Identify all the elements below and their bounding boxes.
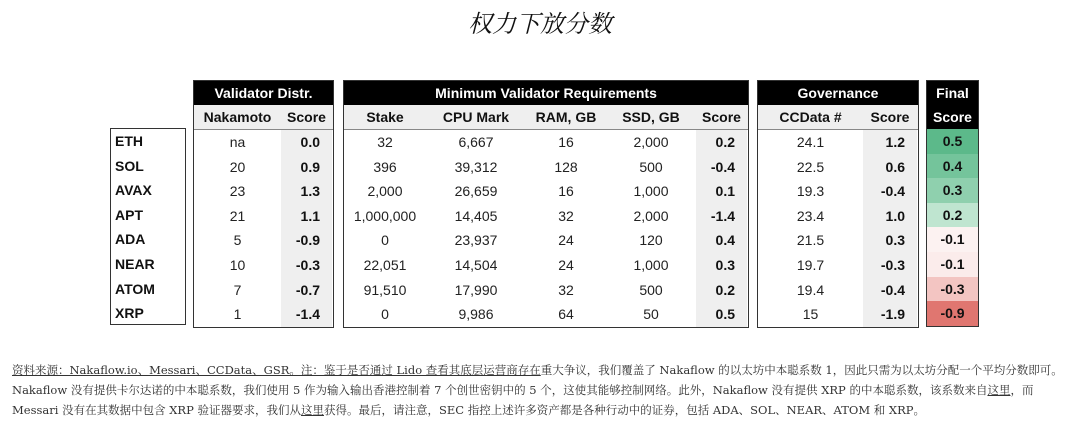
final-score-cell: -0.9: [927, 301, 978, 326]
table-row: [758, 302, 918, 327]
score-cell: -0.4: [696, 155, 747, 180]
value-cell: 2,000: [367, 183, 403, 200]
table-row: [758, 228, 918, 253]
value-cell: 64: [558, 306, 574, 323]
governance-table: [757, 80, 919, 328]
score-cell: 0.4: [696, 228, 747, 253]
table-row: [758, 278, 918, 303]
ticker-column: [110, 128, 186, 325]
score-cell: -0.3: [281, 253, 332, 278]
value-cell: 26,659: [454, 183, 498, 200]
table-row: [344, 302, 748, 327]
value-cell: 91,510: [363, 281, 407, 298]
table-row: [758, 204, 918, 229]
score-cell: -0.3: [863, 253, 917, 278]
column-header: Score: [863, 105, 917, 129]
value-cell: 23.4: [796, 207, 825, 224]
value-cell: 1,000: [633, 183, 669, 200]
value-cell: 17,990: [454, 281, 498, 298]
table-row: [344, 253, 748, 278]
column-header: Score: [696, 105, 747, 129]
table-row: [194, 179, 333, 204]
validator-distr-header: Validator Distr.: [194, 81, 333, 105]
value-cell: 10: [229, 256, 246, 273]
ticker-label: SOL: [115, 157, 144, 174]
final-score-cell: 0.3: [927, 178, 978, 203]
column-header: RAM, GB: [535, 109, 597, 125]
value-cell: 396: [373, 158, 397, 175]
value-cell: 500: [639, 281, 663, 298]
footnote-link-1[interactable]: 这里: [987, 383, 1011, 397]
value-cell: 120: [639, 232, 663, 249]
value-cell: na: [229, 134, 246, 150]
footnote: [12, 360, 1067, 420]
footnote-text: 获得。最后，请注意，SEC 指控上述许多资产都是各种行动中的证券，包括 ADA、SOL、NEAR、ATOM 和 XRP。: [323, 403, 925, 417]
governance-header: Governance: [758, 81, 918, 105]
score-cell: 0.2: [696, 278, 747, 303]
value-cell: 14,504: [454, 256, 498, 273]
score-cell: -1.9: [863, 302, 917, 327]
score-cell: 1.1: [281, 204, 332, 229]
min-requirements-table: [343, 80, 749, 328]
score-cell: -0.7: [281, 278, 332, 303]
value-cell: 23: [229, 183, 246, 200]
value-cell: 32: [558, 281, 574, 298]
value-cell: 2,000: [633, 134, 669, 150]
table-row: [194, 204, 333, 229]
score-cell: -1.4: [281, 302, 332, 327]
ticker-label: AVAX: [115, 182, 152, 199]
table-row: [194, 278, 333, 303]
ticker-label: NEAR: [115, 255, 155, 272]
ticker-label: ATOM: [115, 280, 155, 297]
value-cell: 21: [229, 207, 246, 224]
table-row: [758, 253, 918, 278]
value-cell: 21.5: [796, 232, 825, 249]
value-cell: 16: [558, 183, 574, 200]
table-row: [194, 228, 333, 253]
final-score-cell: -0.1: [927, 227, 978, 252]
score-cell: 1.2: [863, 130, 917, 155]
final-score-cell: 0.5: [927, 129, 978, 154]
table-row: [344, 278, 748, 303]
value-cell: 19.4: [796, 281, 825, 298]
value-cell: 24.1: [796, 134, 825, 150]
value-cell: 32: [377, 134, 393, 150]
table-row: [344, 179, 748, 204]
score-cell: 0.3: [696, 253, 747, 278]
ticker-label: ADA: [115, 231, 146, 248]
column-header: Nakamoto: [203, 109, 272, 125]
column-header: CPU Mark: [442, 109, 510, 125]
value-cell: 7: [233, 281, 242, 298]
value-cell: 128: [554, 158, 578, 175]
table-row: [344, 204, 748, 229]
score-cell: 0.5: [696, 302, 747, 327]
value-cell: 22.5: [796, 158, 825, 175]
value-cell: 14,405: [454, 207, 498, 224]
score-cell: 0.2: [696, 130, 747, 155]
score-cell: -1.4: [696, 204, 747, 229]
score-cell: 0.1: [696, 179, 747, 204]
score-cell: -0.4: [863, 278, 917, 303]
value-cell: 500: [639, 158, 663, 175]
value-cell: 1: [233, 306, 242, 323]
value-cell: 15: [802, 306, 819, 323]
footnote-text: ，而 Messari 没有在其数据中包含 XRP 验证器要求，我们从: [12, 383, 1034, 417]
final-score-table: [926, 80, 979, 327]
final-score-cell: -0.1: [927, 252, 978, 277]
value-cell: 0: [381, 232, 389, 249]
value-cell: 32: [558, 207, 574, 224]
value-cell: 22,051: [363, 256, 407, 273]
ticker-label: XRP: [115, 305, 144, 322]
page-title: 权力下放分数: [468, 10, 612, 38]
value-cell: 50: [643, 306, 659, 323]
column-header: SSD, GB: [622, 109, 680, 125]
column-header: Score: [281, 105, 332, 129]
value-cell: 1,000,000: [353, 207, 417, 224]
score-cell: 0.6: [863, 155, 917, 180]
value-cell: 0: [381, 306, 389, 323]
value-cell: 24: [558, 232, 574, 249]
value-cell: 19.7: [796, 256, 825, 273]
column-header: Stake: [366, 109, 404, 125]
footnote-link-2[interactable]: 这里: [300, 403, 324, 417]
table-row: [194, 253, 333, 278]
score-cell: 1.3: [281, 179, 332, 204]
final-score-cell: -0.3: [927, 277, 978, 302]
table-row: [194, 302, 333, 327]
ticker-label: APT: [115, 206, 143, 223]
min-requirements-header: Minimum Validator Requirements: [344, 81, 748, 105]
final-score-cell: 0.4: [927, 154, 978, 179]
value-cell: 2,000: [633, 207, 669, 224]
table-row: [194, 130, 333, 155]
score-cell: 1.0: [863, 204, 917, 229]
final-score-cell: 0.2: [927, 203, 978, 228]
footnote-text: 重大争议，我们覆盖了 Nakaflow 的以太坊中本聪系数 1，因此只需为以太坊分配一个平均分数即可。Nakaflow 没有提供卡尔达诺的中本聪系数，我们使用 5 作为输入输出香港控制着 7 个创世密钥中的 5 个，这使其能够控制网络。此外，Nakaflow 没有提供 XRP 的中本聪系数，该系数来自: [12, 363, 1063, 397]
value-cell: 19.3: [796, 183, 825, 200]
table-row: [344, 130, 748, 155]
value-cell: 6,667: [458, 134, 494, 150]
validator-distr-table: [193, 80, 334, 328]
ticker-label: ETH: [115, 133, 143, 149]
value-cell: 24: [558, 256, 574, 273]
table-row: [344, 228, 748, 253]
value-cell: 1,000: [633, 256, 669, 273]
footnote-source: 资料来源：Nakaflow.io、Messari、CCData、GSR。注：鉴于是否通过 Lido 查看其底层运营商存在: [12, 363, 541, 377]
score-cell: 0.3: [863, 228, 917, 253]
score-cell: 0.0: [281, 130, 332, 155]
column-header: CCData #: [779, 109, 842, 125]
table-row: [758, 155, 918, 180]
final-score-header-line1: Final: [927, 81, 978, 105]
table-row: [758, 179, 918, 204]
value-cell: 16: [558, 134, 574, 150]
table-row: [758, 130, 918, 155]
score-cell: -0.9: [281, 228, 332, 253]
table-row: [344, 155, 748, 180]
score-cell: 0.9: [281, 155, 332, 180]
value-cell: 20: [229, 158, 246, 175]
table-row: [194, 155, 333, 180]
value-cell: 9,986: [458, 306, 494, 323]
value-cell: 39,312: [454, 158, 498, 175]
value-cell: 5: [233, 232, 242, 249]
final-score-header-line2: Score: [927, 105, 978, 129]
score-cell: -0.4: [863, 179, 917, 204]
value-cell: 23,937: [454, 232, 498, 249]
